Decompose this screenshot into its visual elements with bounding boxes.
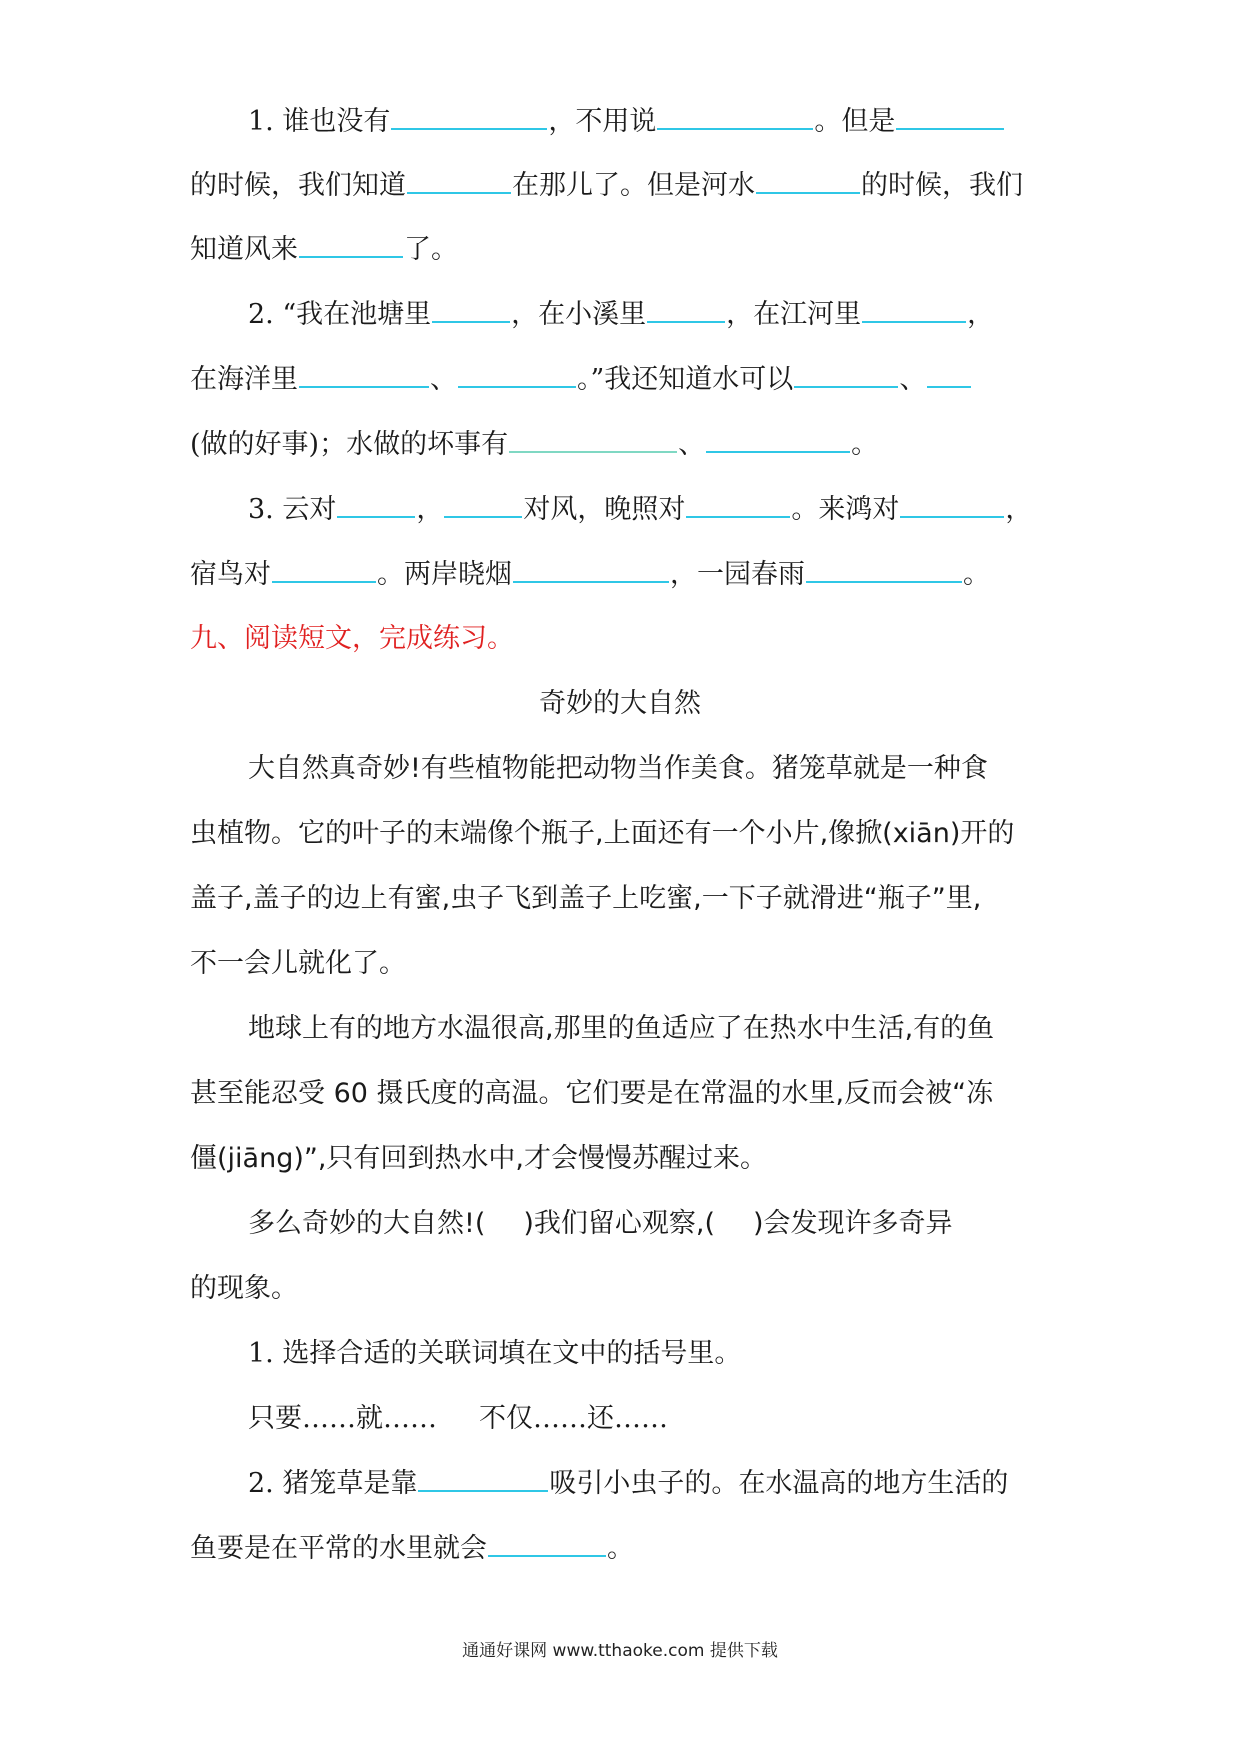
fill-blank[interactable] [488, 1529, 606, 1557]
passage-p2-line: 僵(jiāng)”,只有回到热水中,才会慢慢苏醒过来。 [190, 1143, 768, 1174]
option-1: 只要……就…… [248, 1403, 437, 1434]
text: 在海洋里 [190, 364, 298, 395]
fill-blank[interactable] [896, 102, 1004, 130]
text: 。两岸晓烟 [377, 559, 512, 590]
fill-blank[interactable] [513, 555, 669, 583]
text: 。 [963, 559, 990, 590]
ex9-q1-options [190, 1399, 1118, 1439]
fill-blank[interactable] [806, 555, 962, 583]
text: 对风，晚照对 [523, 494, 686, 525]
text: (做的好事)；水做的坏事有 [190, 429, 509, 460]
fill-blank[interactable] [458, 360, 576, 388]
text: 吸引小虫子的。在水温高的地方生活的 [549, 1468, 1009, 1499]
fill-blank[interactable] [299, 360, 429, 388]
text: 。”我还知道水可以 [577, 364, 794, 395]
text: 2. 猪笼草是靠 [248, 1468, 418, 1499]
passage-p1-line: 虫植物。它的叶子的末端像个瓶子,上面还有一个小片,像掀(xiān)开的 [190, 818, 1015, 849]
text: 3. 云对 [248, 494, 337, 525]
text: ， [1005, 494, 1033, 525]
fill-blank[interactable] [927, 360, 971, 388]
fill-blank[interactable] [756, 166, 860, 194]
option-2: 不仅……还…… [479, 1403, 668, 1434]
text: 。 [607, 1533, 634, 1564]
fill-blank[interactable] [794, 360, 898, 388]
text: ，在江河里 [726, 299, 862, 330]
passage-title: 奇妙的大自然 [539, 688, 701, 719]
text: ，在小溪里 [511, 299, 647, 330]
text: )会发现许多奇异 [753, 1208, 953, 1239]
fill-blank[interactable] [418, 1464, 548, 1492]
ex8-q1-line3 [190, 230, 1060, 270]
fill-blank[interactable] [706, 425, 850, 453]
passage-p3-line1 [190, 1204, 1118, 1244]
text: 、 [899, 364, 927, 395]
text: 多么奇妙的大自然!( [248, 1208, 486, 1239]
passage-p2-line: 甚至能忍受 60 摄氏度的高温。它们要是在常温的水里,反而会被“冻 [190, 1078, 994, 1109]
passage-p2-line: 地球上有的地方水温很高,那里的鱼适应了在热水中生活,有的鱼 [248, 1013, 995, 1044]
text: 1. 谁也没有 [248, 106, 391, 137]
ex8-q3-line2 [190, 555, 1060, 595]
text: ， [967, 299, 995, 330]
text: 知道风来 [190, 234, 298, 265]
ex8-q2-line2 [190, 360, 1060, 400]
fill-blank[interactable] [337, 490, 415, 518]
fill-blank[interactable] [432, 295, 510, 323]
text: 了。 [404, 234, 458, 265]
text: ，不用说 [548, 106, 657, 137]
ex8-q1-line2 [190, 166, 1060, 206]
fill-blank[interactable] [444, 490, 522, 518]
section-heading: 九、阅读短文，完成练习。 [190, 623, 514, 654]
ex8-q2-line3 [190, 425, 1060, 465]
fill-blank[interactable] [647, 295, 725, 323]
ex9-q1-text: 1. 选择合适的关联词填在文中的括号里。 [248, 1338, 742, 1369]
text: 在那儿了。但是河水 [512, 170, 755, 201]
fill-blank[interactable] [391, 102, 547, 130]
text: )我们留心观察,( [523, 1208, 716, 1239]
text: ， [416, 494, 444, 525]
ex8-q2-line1 [190, 295, 1118, 335]
text: 、 [430, 364, 457, 395]
ex9-q2-line1 [190, 1464, 1118, 1504]
text: 鱼要是在平常的水里就会 [190, 1533, 487, 1564]
text: 。来鸿对 [791, 494, 900, 525]
passage-p1-line: 大自然真奇妙!有些植物能把动物当作美食。猪笼草就是一种食 [248, 753, 988, 784]
text: 、 [678, 429, 706, 460]
text: 的时候，我们知道 [190, 170, 406, 201]
fill-blank[interactable] [407, 166, 511, 194]
ex8-q1-line1 [190, 102, 1118, 142]
text: 宿鸟对 [190, 559, 271, 590]
text: 的时候，我们 [861, 170, 1023, 201]
passage-p3-line2: 的现象。 [190, 1273, 298, 1304]
text: ，一园春雨 [670, 559, 805, 590]
fill-blank[interactable] [657, 102, 813, 130]
text: 2. “我在池塘里 [248, 299, 432, 330]
passage-p1-line: 盖子,盖子的边上有蜜,虫子飞到盖子上吃蜜,一下子就滑进“瓶子”里, [190, 883, 982, 914]
ex9-q2-line2 [190, 1529, 1060, 1569]
fill-blank[interactable] [900, 490, 1004, 518]
text: 。但是 [814, 106, 896, 137]
text: 。 [851, 429, 879, 460]
fill-blank[interactable] [272, 555, 376, 583]
fill-blank[interactable] [299, 230, 403, 258]
page-footer: 通通好课网 www.tthaoke.com 提供下载 [462, 1641, 778, 1661]
fill-blank[interactable] [862, 295, 966, 323]
passage-p1-line: 不一会儿就化了。 [190, 948, 406, 979]
fill-blank[interactable] [686, 490, 790, 518]
ex8-q3-line1 [190, 490, 1118, 530]
fill-blank[interactable] [509, 425, 677, 453]
